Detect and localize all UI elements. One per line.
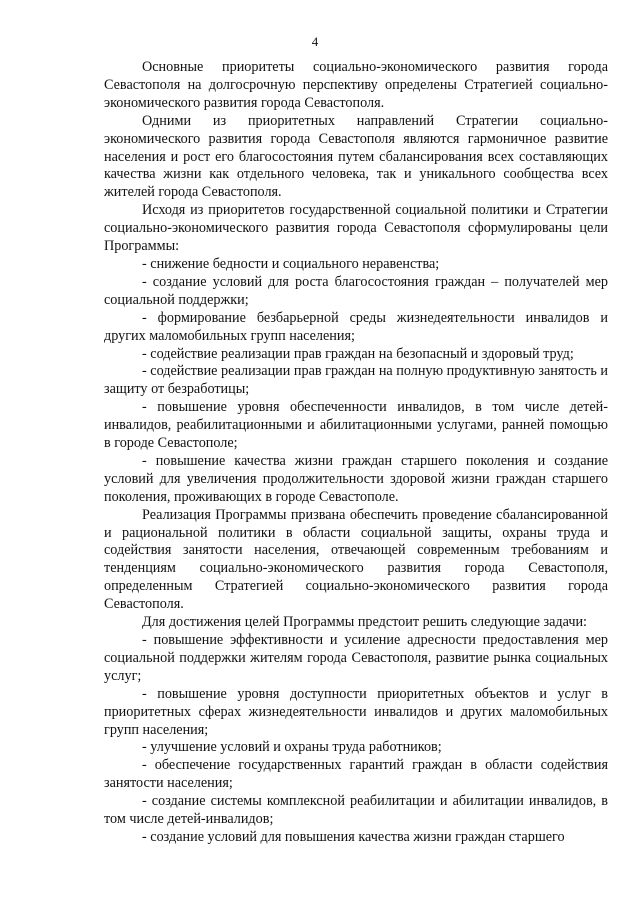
goal-item: - повышение качества жизни граждан старшего поколения и создание условий для увеличения продолжительности здоровой жизни граждан старшего поколения, проживающих в городе Севастополе. <box>104 452 608 505</box>
goal-item: - создание условий для роста благосостояния граждан – получателей мер социальной поддержки; <box>104 273 608 308</box>
paragraph-strategy-directions: Одними из приоритетных направлений Стратегии социально-экономического развития города Севастополя являются гармоничное развитие населения и рост его благосостояния путем сбалансирования всех составляющих качества жизни как отдельного человека, так и уникального сообщества всех жителей города Севастополя. <box>104 112 608 201</box>
goal-item: - повышение уровня обеспеченности инвалидов, в том числе детей-инвалидов, реабилитационными и абилитационными услугами, ранней помощью в городе Севастополе; <box>104 399 608 452</box>
document-body <box>104 59 608 847</box>
paragraph-program-implementation: Реализация Программы призвана обеспечить проведение сбалансированной и рациональной политики в области социальной защиты, охраны труда и содействия занятости населения, отвечающей современным требованиям и тенденциям социально-экономического развития города Севастополя, определенным Стратегией социально-экономического развития города Севастополя. <box>104 506 608 613</box>
task-item: - создание системы комплексной реабилитации и абилитации инвалидов, в том числе детей-инвалидов; <box>104 793 608 828</box>
paragraph-priorities: Основные приоритеты социально-экономического развития города Севастополя на долгосрочную перспективу определены Стратегией социально-экономического развития города Севастополя. <box>104 59 608 111</box>
goal-item: - содействие реализации прав граждан на полную продуктивную занятость и защиту от безработицы; <box>104 363 608 398</box>
paragraph-program-goals-intro: Исходя из приоритетов государственной социальной политики и Стратегии социально-экономического развития города Севастополя сформулированы цели Программы: <box>104 202 608 255</box>
task-item: - повышение эффективности и усиление адресности предоставления мер социальной поддержки жителям города Севастополя, развитие рынка социальных услуг; <box>104 632 608 684</box>
task-item: - повышение уровня доступности приоритетных объектов и услуг в приоритетных сферах жизнедеятельности инвалидов и других маломобильных групп населения; <box>104 685 608 738</box>
task-item: - улучшение условий и охраны труда работников; <box>142 739 442 756</box>
page-number: 4 <box>311 34 319 49</box>
paragraph-tasks-intro: Для достижения целей Программы предстоит решить следующие задачи: <box>142 614 588 631</box>
goal-item: - формирование безбарьерной среды жизнедеятельности инвалидов и других маломобильных групп населения; <box>104 309 608 344</box>
goal-item: - содействие реализации прав граждан на безопасный и здоровый труд; <box>142 345 574 362</box>
task-item: - обеспечение государственных гарантий граждан в области содействия занятости населения; <box>104 757 608 792</box>
task-item: - создание условий для повышения качества жизни граждан старшего <box>142 828 565 845</box>
goal-item: - снижение бедности и социального неравенства; <box>142 255 440 272</box>
